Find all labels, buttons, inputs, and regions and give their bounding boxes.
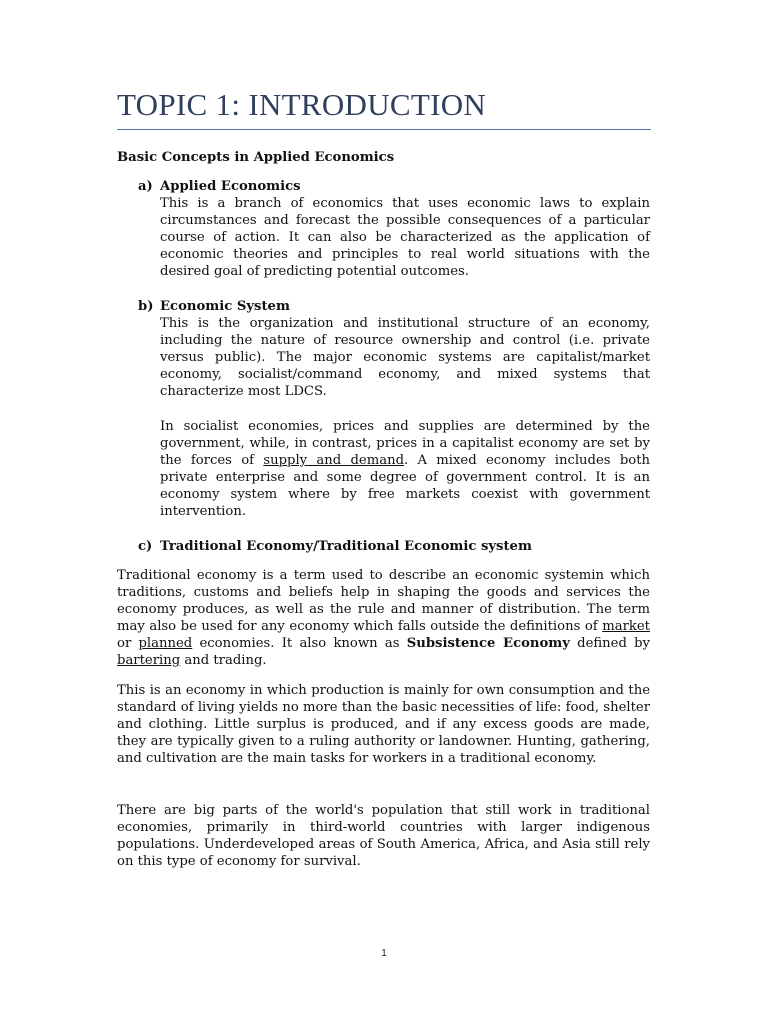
page-number: 1 [381,948,387,959]
item-c-marker: c) [138,539,153,554]
item-b-body-2-text-a: In socialist economies, prices and supplies are determined by the government, while, in contrast, prices in a capitalist economy are set by the forces of [160,419,650,468]
page-title: TOPIC 1: INTRODUCTION [117,87,487,122]
item-b-body-2 [160,418,650,520]
item-b-body: This is the organization and institutional structure of an economy, including the nature of resource ownership and control (i.e. private versus public). The major economic systems are capitalist/market economy, socialist/command economy, and mixed systems that characterize most LDCS. [160,316,650,399]
paragraph-subsistence: This is an economy in which production is mainly for own consumption and the standard of living yields no more than the basic necessities of life: food, shelter and clothing. Little surplus is produced, and if any excess goods are made, they are typically given to a ruling authority or landowner. Hunting, gathering, and cultivation are the main tasks for workers in a traditional economy. [117,683,650,766]
item-b-heading: Economic System [160,299,290,314]
para1-text-2: or [117,636,139,651]
item-a-marker: a) [138,179,153,194]
para1-text-3: economies. It also known as [192,636,407,651]
item-b-body-2-text-b: . A mixed economy includes both private enterprise and some degree of government control. It is an economy system where by free markets coexist with government intervention. [160,453,650,519]
title-underline-rule [117,129,651,130]
paragraph-population: There are big parts of the world's population that still work in traditional economies, primarily in third-world countries with larger indigenous populations. Underdeveloped areas of South America, Africa, and Asia still rely on this type of economy for survival. [117,803,650,869]
subsistence-economy-term: Subsistence Economy [406,636,570,651]
item-a-body: This is a branch of economics that uses economic laws to explain circumstances and forecast the possible consequences of a particular course of action. It can also be characterized as the application of economic theories and principles to real world situations with the desired goal of predicting potential outcomes. [160,196,650,279]
item-c-heading: Traditional Economy/Traditional Economic system [160,539,532,554]
planned-link[interactable]: planned [138,636,193,651]
paragraph-traditional-economy [117,567,650,669]
item-a-heading: Applied Economics [160,179,301,194]
item-b-marker: b) [138,299,154,314]
supply-and-demand-link[interactable]: supply and demand [263,453,405,468]
para1-text-4: defined by [569,636,651,651]
section-heading: Basic Concepts in Applied Economics [117,150,395,165]
bartering-link[interactable]: bartering [117,653,181,668]
para1-text-1: Traditional economy is a term used to describe an economic systemin which traditions, customs and beliefs help in shaping the goods and services the economy produces, as well as the rule and manner of distribution. The term may also be used for any economy which falls outside the definitions of [117,568,650,634]
market-link[interactable]: market [602,619,650,634]
para1-text-5: and trading. [180,653,267,668]
